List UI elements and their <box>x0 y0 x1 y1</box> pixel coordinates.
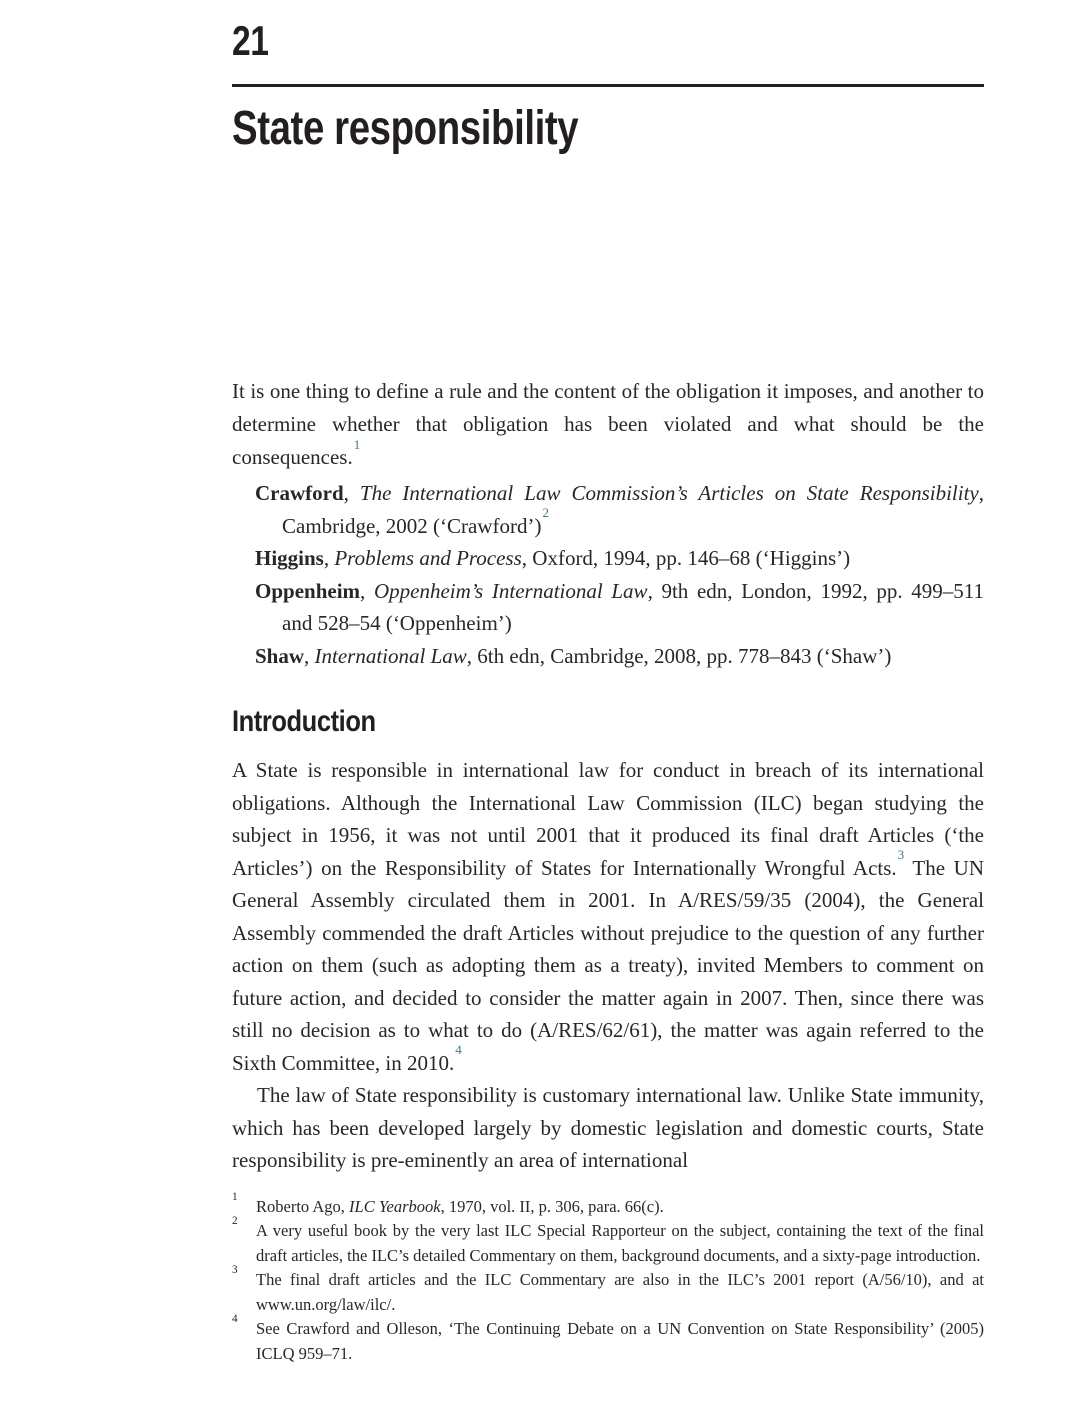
section-heading-introduction: Introduction <box>232 705 376 738</box>
reading-list-item-higgins <box>232 542 984 575</box>
author-name: Higgins <box>255 546 324 570</box>
reading-list <box>232 477 984 672</box>
reading-list-item-oppenheim <box>232 575 984 640</box>
author-name: Oppenheim <box>255 578 361 603</box>
chapter-number-block <box>232 0 984 62</box>
footnote-text: The final draft articles and the ILC Commentary are also in the ILC’s 2001 report (A/56/10), and at www.un.org/law/ilc/. <box>256 1270 984 1314</box>
footnote-item-1: $^1$ Roberto Ago, ILC Yearbook, 1970, vol. II, p. 306, para. 66(c). <box>232 1190 664 1216</box>
footnote-italic-title: ILC Yearbook <box>349 1196 441 1216</box>
separator: , <box>304 643 315 668</box>
footnotes-section <box>232 1190 984 1367</box>
work-title: International Law <box>314 643 467 668</box>
chapter-title-block <box>232 87 984 153</box>
separator: , <box>323 546 335 570</box>
intro-paragraph-2: The law of State responsibility is customary international law. Unlike State immunity, which has been developed largely by domestic legislation and domestic courts, State responsibility is pre-eminently an area of international <box>232 1083 984 1172</box>
lead-paragraph <box>232 375 984 474</box>
footnote-item-4: $^4$ See Crawford and Olleson, ‘The Continuing Debate on a UN Convention on State Responsibility’ (2005) ICLQ 959–71. <box>232 1313 984 1363</box>
intro-paragraph-1-part-1: A State is responsible in international law for conduct in breach of its international obligations. Although the International Law Commission (ILC) began studying the subject in 1956, it was not until 2001 that it produced its final draft Articles (‘the Articles’) on the Responsibility of States for Internationally Wrongful Acts. <box>232 758 984 880</box>
footnote-ref-1[interactable]: 1 <box>353 436 361 452</box>
footnote-text: See Crawford and Olleson, ‘The Continuing Debate on a UN Convention on State Responsibility’ (2005) ICLQ 959–71. <box>256 1319 984 1363</box>
footnote-item-2: $^2$ A very useful book by the very last ILC Special Rapporteur on the subject, containing the text of the final draft articles, the ILC’s detailed Commentary on them, background documents, and a sixty-page introduction. <box>232 1215 984 1265</box>
chapter-number: 21 <box>232 17 269 64</box>
intro-paragraph-1-part-2: The UN General Assembly circulated them in 2001. In A/RES/59/35 (2004), the General Assembly commended the draft Articles without prejudice to the question of any further action on them (such as adopting them as a treaty), invited Members to comment on future action, and decided to consider the matter again in 2007. Then, since there was still no decision as to what to do (A/RES/62/61), the matter was again referred to the Sixth Committee, in 2010. <box>232 855 984 1075</box>
footnote-text: , 1970, vol. II, p. 306, para. 66(c). <box>440 1196 664 1216</box>
lead-paragraph-text: It is one thing to define a rule and the content of the obligation it imposes, and another to determine whether that obligation has been violated and what should be the consequences. <box>232 379 984 469</box>
chapter-title: State responsibility <box>232 102 579 155</box>
publication-details: , 9th edn, London, 1992, pp. 499–511 and 528–54 (‘Oppenheim’) <box>282 578 984 635</box>
publication-details: , 6th edn, Cambridge, 2008, pp. 778–843 (‘Shaw’) <box>466 643 892 668</box>
footnote-ref-4[interactable]: 4 <box>455 1042 462 1058</box>
work-title: The International Law Commission’s Articles on State Responsibility <box>359 481 979 505</box>
text-column <box>232 0 984 1366</box>
footnote-text: A very useful book by the very last ILC Special Rapporteur on the subject, containing the text of the final draft articles, the ILC’s detailed Commentary on them, background documents, and a sixty-page introduction. <box>256 1221 984 1265</box>
separator: , <box>360 578 374 603</box>
footnote-text: Roberto Ago, <box>256 1196 350 1216</box>
intro-paragraph-1 <box>232 754 984 1079</box>
publication-details: , Cambridge, 2002 (‘Crawford’) <box>282 481 985 538</box>
author-name: Crawford <box>255 481 344 505</box>
section-heading-block <box>232 672 984 740</box>
author-name: Shaw <box>255 643 305 668</box>
footnote-ref-3[interactable]: 3 <box>897 847 905 863</box>
publication-details: , Oxford, 1994, pp. 146–68 (‘Higgins’) <box>521 546 851 570</box>
reading-list-item-shaw <box>232 640 984 673</box>
footnote-item-3: $^3$ The final draft articles and the ILC Commentary are also in the ILC’s 2001 report (A/56/10), and at www.un.org/law/ilc/. <box>232 1264 984 1314</box>
reading-list-item-crawford <box>232 477 984 542</box>
separator: , <box>343 481 360 505</box>
work-title: Oppenheim’s International Law <box>373 578 648 603</box>
footnote-ref-2[interactable]: 2 <box>542 505 550 521</box>
work-title: Problems and Process <box>334 546 522 570</box>
